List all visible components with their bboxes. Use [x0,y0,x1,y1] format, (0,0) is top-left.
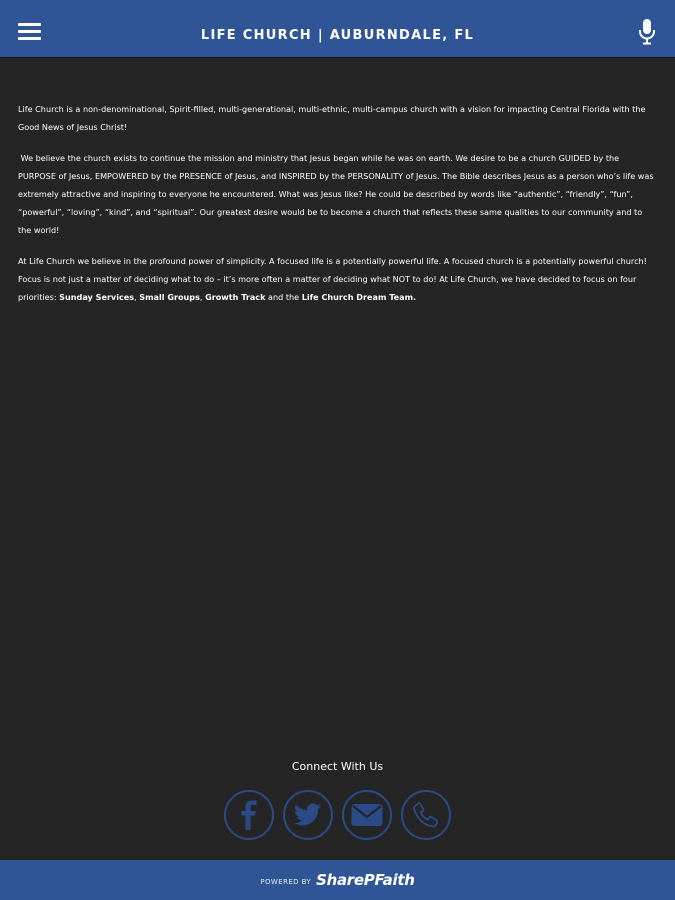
priority-separator: , [134,292,140,302]
menu-bar-line [18,23,41,26]
priorities-intro-text: At Life Church we believe in the profound power of simplicity. A focused life is a potentially powerful life. A focused church is a potentially powerful church! Focus is not just a matter of deciding what to do – it’s more often a matter of deciding what NOT to do! At Life Church, we have decided to focus on four priorities: [18,256,647,302]
top-app-bar [0,0,675,57]
priority-sunday-services: Sunday Services [59,292,135,302]
mission-paragraph [18,149,656,239]
microphone-icon[interactable] [637,19,657,45]
phone-icon[interactable] [401,790,451,840]
twitter-icon[interactable] [283,790,333,840]
hamburger-menu-icon[interactable] [14,18,46,44]
social-links [224,790,451,840]
menu-bar-line [18,30,41,33]
priorities-paragraph [18,252,656,306]
powered-by-label: POWERED BY [260,877,312,886]
priority-separator: and the [265,292,302,302]
facebook-icon[interactable] [224,790,274,840]
connect-with-us-label: Connect With Us [291,760,384,773]
mission-text: We believe the church exists to continue the mission and ministry that Jesus began while he was on earth. We desire to be a church GUIDED by the PURPOSE of Jesus, EMPOWERED by the PRESENCE of Jesus, and INSPIRED by the PERSONALITY of Jesus. The Bible describes Jesus as a person who’s life was extremely attractive and inspiring to everyone he encountered. What was Jesus like? He could be described by words like “authentic”, “friendly”, “fun”, “powerful”, “loving”, “kind”, and “spiritual”. Our greatest desire would be to become a church that reflects these same qualities to our community and to the world! [18,153,654,235]
priority-small-groups: Small Groups [139,292,200,302]
footer-bar [0,860,675,900]
priority-growth-track: Growth Track [205,292,266,302]
about-content [18,100,656,319]
priority-dream-team: Life Church Dream Team. [301,292,417,302]
email-icon[interactable] [342,790,392,840]
priority-separator: , [199,292,206,302]
menu-bar-line [18,37,41,40]
page-title: LIFE CHURCH | AUBURNDALE, FL [200,28,475,43]
sharefaith-logo[interactable]: SharePFaith [316,871,415,889]
intro-paragraph: Life Church is a non-denominational, Spirit-filled, multi-generational, multi-ethnic, multi-campus church with a vision for impacting Central Florida with the Good News of Jesus Christ! [18,104,646,132]
